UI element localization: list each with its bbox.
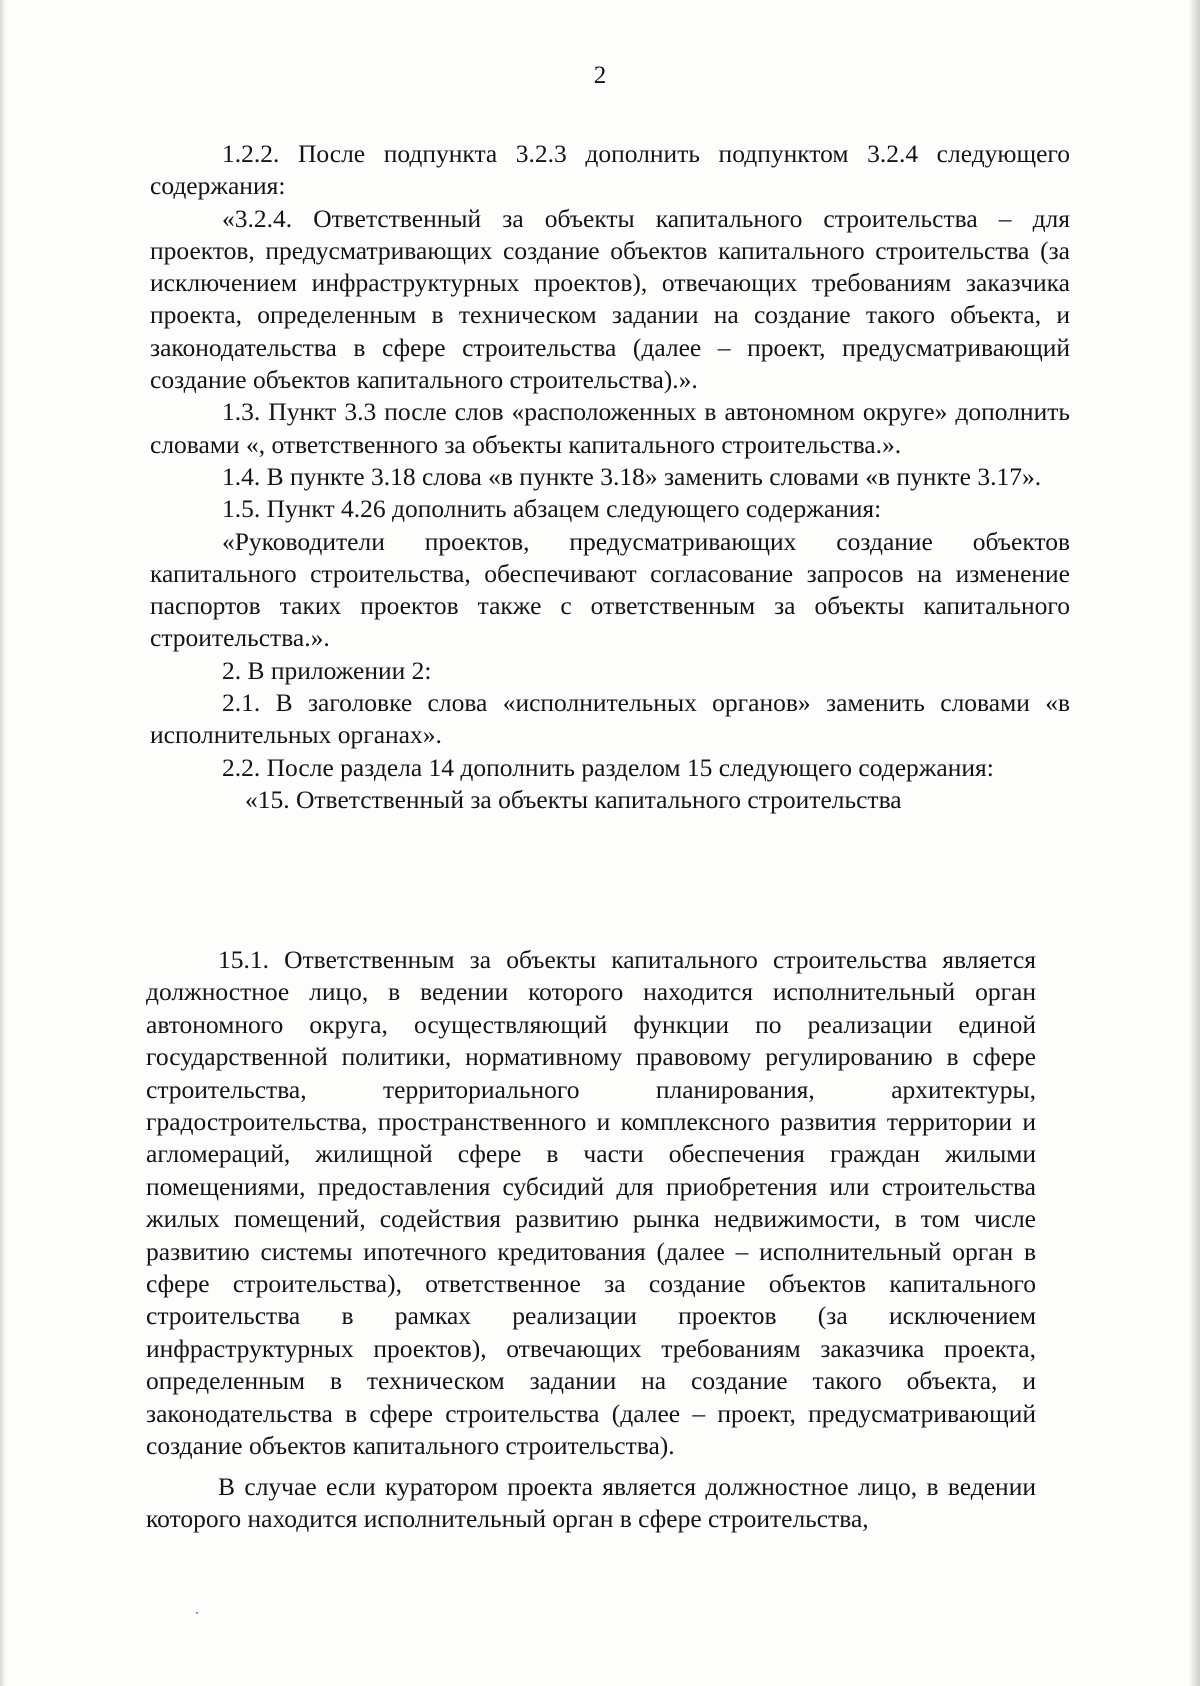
document-body-upper: [150, 138, 1070, 816]
paragraph-2-2: 2.2. После раздела 14 дополнить разделом 15 следующего содержания:: [222, 752, 994, 782]
page-number: 2: [593, 62, 607, 89]
scan-speck: [196, 1612, 198, 1614]
paragraph-1-5: 1.5. Пункт 4.26 дополнить абзацем следующего содержания:: [222, 494, 882, 524]
paragraph-curator: В случае если куратором проекта является должностное лицо, в ведении которого находится исполнительный орган в сфере строительства,: [146, 1471, 1036, 1533]
paragraph-1-2-2: 1.2.2. После подпункта 3.2.3 дополнить подпунктом 3.2.4 следующего содержания:: [150, 139, 1070, 201]
paragraph-1-3: 1.3. Пункт 3.3 после слов «расположенных в автономном округе» дополнить словами «, ответственного за объекты капитального строительства.».: [150, 397, 1070, 459]
paragraph-3-2-4-quote: «3.2.4. Ответственный за объекты капитального строительства – для проектов, предусматривающих создание объектов капитального строительства (за исключением инфраструктурных проектов), отвечающих требованиям заказчика проекта, определенным в техническом задании на создание такого объекта, и законодательства в сфере строительства (далее – проект, предусматривающий создание объектов капитального строительства).».: [150, 203, 1070, 395]
paragraph-15-1: 15.1. Ответственным за объекты капитального строительства является должностное лицо, в ведении которого находится исполнительный орган автономного округа, осуществляющий функции по реализации единой государственной политики, нормативному правовому регулированию в сфере строительства, территориального планирования, архитектуры, градостроительства, пространственного и комплексного развития территории и агломераций, жилищной сфере в части обеспечения граждан жилыми помещениями, предоставления субсидий для приобретения или строительства жилых помещений, содействия развитию рынка недвижимости, в том числе развитию системы ипотечного кредитования (далее – исполнительный орган в сфере строительства), ответственное за создание объектов капитального строительства в рамках реализации проектов (за исключением инфраструктурных проектов), отвечающих требованиям заказчика проекта, определенным в техническом задании на создание такого объекта, и законодательства в сфере строительства (далее – проект, предусматривающий создание объектов капитального строительства).: [146, 945, 1036, 1461]
scan-edge-right: [1188, 0, 1200, 1686]
document-body-lower: [146, 944, 1036, 1535]
section-15-heading: «15. Ответственный за объекты капитального строительства: [245, 784, 902, 814]
paragraph-1-5-quote: «Руководители проектов, предусматривающих создание объектов капитального строительства, обеспечивают согласование запросов на изменение паспортов таких проектов также с ответственным за объекты капитального строительства.».: [150, 526, 1070, 653]
paragraph-2-1: 2.1. В заголовке слова «исполнительных органов» заменить словами «в исполнительных органах».: [150, 688, 1070, 750]
paragraph-2: 2. В приложении 2:: [222, 655, 432, 685]
paragraph-1-4: 1.4. В пункте 3.18 слова «в пункте 3.18» заменить словами «в пункте 3.17».: [222, 461, 1042, 491]
scan-edge-left: [0, 0, 6, 1686]
